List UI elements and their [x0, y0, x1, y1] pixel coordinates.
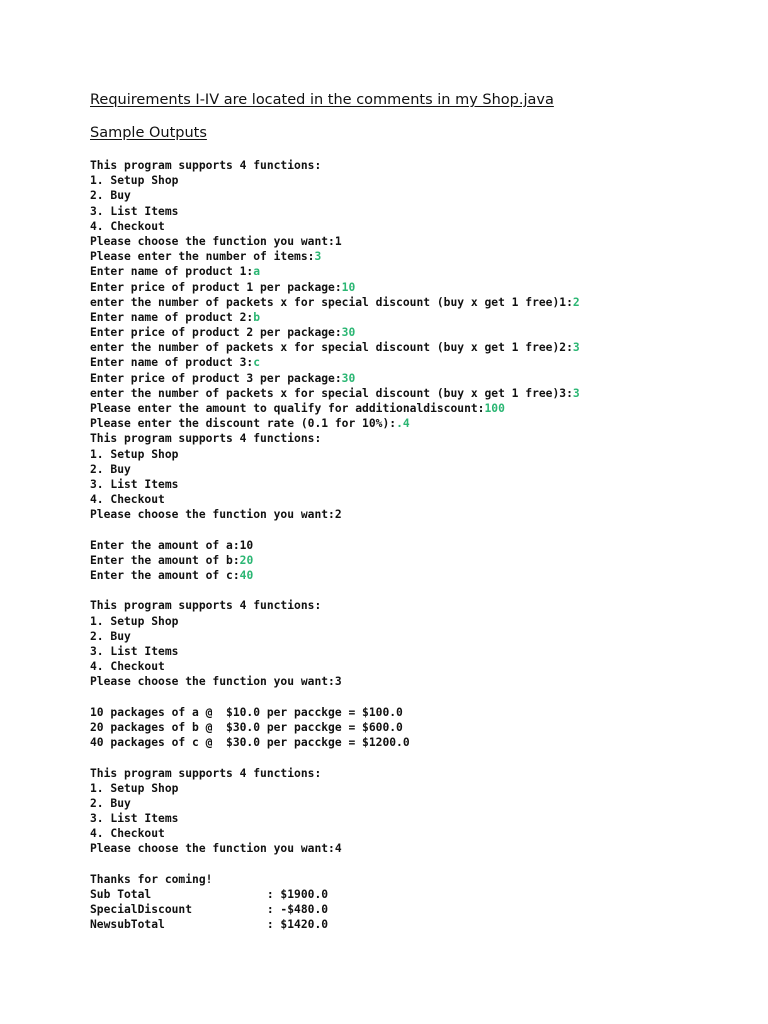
user-input-value: a [253, 265, 261, 279]
console-text: Please enter the amount to qualify for additionaldiscount: [90, 402, 485, 415]
console-text: 20 packages of b @ $30.0 per pacckge = $600.0 [90, 720, 403, 734]
console-line [90, 644, 580, 659]
sample-outputs-heading: Sample Outputs [90, 125, 207, 141]
user-input-value: 20 [239, 553, 254, 567]
console-text: 2. Buy [90, 189, 131, 203]
user-input-value: 40 [239, 569, 254, 583]
console-text: Sub Total : $1900.0 [90, 888, 329, 901]
console-text: Please choose the function you want:1 [90, 234, 342, 248]
console-line [90, 477, 580, 492]
console-line [90, 416, 580, 431]
console-line [90, 295, 580, 310]
console-line [90, 492, 580, 507]
console-text: Enter the amount of b: [90, 553, 240, 567]
console-text: 2. Buy [90, 629, 131, 643]
console-text: Please enter the discount rate (0.1 for 10%): [90, 417, 397, 431]
console-text: Enter price of product 3 per package: [90, 371, 342, 385]
console-text: 40 packages of c @ $30.0 per pacckge = $1200.0 [90, 736, 410, 750]
console-line [90, 507, 580, 522]
console-text: enter the number of packets x for special discount (buy x get 1 free)2: [90, 341, 573, 355]
console-text: 1. Setup Shop [90, 614, 179, 628]
console-line [90, 826, 580, 841]
console-line [90, 462, 580, 477]
console-text: Enter name of product 2: [90, 310, 254, 324]
console-line [90, 158, 580, 173]
console-text: enter the number of packets x for special discount (buy x get 1 free)3: [90, 386, 573, 400]
console-text: 2. Buy [90, 796, 131, 810]
console-line [90, 705, 580, 720]
console-line [90, 750, 580, 765]
console-text: 3. List Items [90, 645, 179, 658]
console-line [90, 340, 580, 355]
console-line [90, 887, 580, 902]
console-text: 1. Setup Shop [90, 781, 179, 795]
console-text: 4. Checkout [90, 660, 165, 674]
console-text: Enter name of product 3: [90, 356, 254, 370]
console-line [90, 538, 580, 553]
console-text: 3. List Items [90, 812, 179, 826]
console-line [90, 902, 580, 917]
console-text: 4. Checkout [90, 827, 165, 841]
console-line [90, 249, 580, 264]
user-input-value: 30 [341, 326, 356, 340]
console-text: NewsubTotal : $1420.0 [90, 918, 329, 932]
console-text: This program supports 4 functions: [90, 766, 322, 780]
console-text: 4. Checkout [90, 219, 165, 233]
console-text: This program supports 4 functions: [90, 432, 322, 446]
console-text: SpecialDiscount : -$480.0 [90, 903, 329, 917]
console-line [90, 310, 580, 325]
console-line [90, 431, 580, 446]
console-text: 1. Setup Shop [90, 447, 179, 461]
console-text: 4. Checkout [90, 493, 165, 507]
console-line [90, 355, 580, 370]
console-text: enter the number of packets x for special discount (buy x get 1 free)1: [90, 295, 573, 309]
console-line [90, 264, 580, 279]
console-line [90, 568, 580, 583]
console-text: Please choose the function you want:4 [90, 842, 342, 856]
requirements-heading: Requirements I-IV are located in the comments in my Shop.java [90, 92, 554, 108]
console-line [90, 781, 580, 796]
console-line [90, 583, 580, 598]
console-text: Enter the amount of c: [90, 569, 240, 583]
console-line [90, 386, 580, 401]
console-line [90, 523, 580, 538]
user-input-value: b [253, 310, 261, 324]
console-line [90, 766, 580, 781]
console-text: Thanks for coming! [90, 872, 213, 886]
console-text: 1. Setup Shop [90, 174, 179, 188]
console-line [90, 811, 580, 826]
console-text: This program supports 4 functions: [90, 159, 322, 172]
console-line [90, 371, 580, 386]
console-line [90, 720, 580, 735]
console-line [90, 447, 580, 462]
console-line [90, 857, 580, 872]
console-text: Enter the amount of a:10 [90, 538, 254, 552]
console-line [90, 614, 580, 629]
console-line [90, 173, 580, 188]
console-line [90, 674, 580, 689]
console-text: 3. List Items [90, 204, 179, 218]
console-line [90, 735, 580, 750]
console-line [90, 280, 580, 295]
console-line [90, 659, 580, 674]
console-line [90, 796, 580, 811]
user-input-value: 3 [572, 341, 580, 355]
console-line [90, 629, 580, 644]
user-input-value: 3 [314, 250, 322, 264]
console-text: Enter price of product 1 per package: [90, 280, 342, 294]
user-input-value: c [253, 356, 261, 370]
console-text: Enter price of product 2 per package: [90, 326, 342, 340]
console-line [90, 234, 580, 249]
console-line [90, 917, 580, 932]
user-input-value: 100 [484, 402, 505, 415]
console-line [90, 204, 580, 219]
console-line [90, 841, 580, 856]
console-output [90, 158, 580, 933]
user-input-value: 2 [572, 295, 580, 309]
console-text: Please choose the function you want:3 [90, 675, 342, 689]
console-line [90, 872, 580, 887]
console-text: 10 packages of a @ $10.0 per pacckge = $100.0 [90, 705, 403, 719]
console-text: 2. Buy [90, 462, 131, 476]
user-input-value: 3 [572, 386, 580, 400]
user-input-value: .4 [396, 417, 410, 431]
console-line [90, 690, 580, 705]
user-input-value: 10 [341, 280, 356, 294]
user-input-value: 30 [341, 371, 356, 385]
console-text: 3. List Items [90, 477, 179, 491]
console-text: Enter name of product 1: [90, 265, 254, 279]
console-line [90, 401, 580, 416]
console-line [90, 598, 580, 613]
console-text: This program supports 4 functions: [90, 599, 322, 613]
console-line [90, 325, 580, 340]
console-text: Please choose the function you want:2 [90, 508, 342, 522]
console-text: Please enter the number of items: [90, 250, 315, 264]
console-line [90, 553, 580, 568]
console-line [90, 219, 580, 234]
console-line [90, 188, 580, 203]
